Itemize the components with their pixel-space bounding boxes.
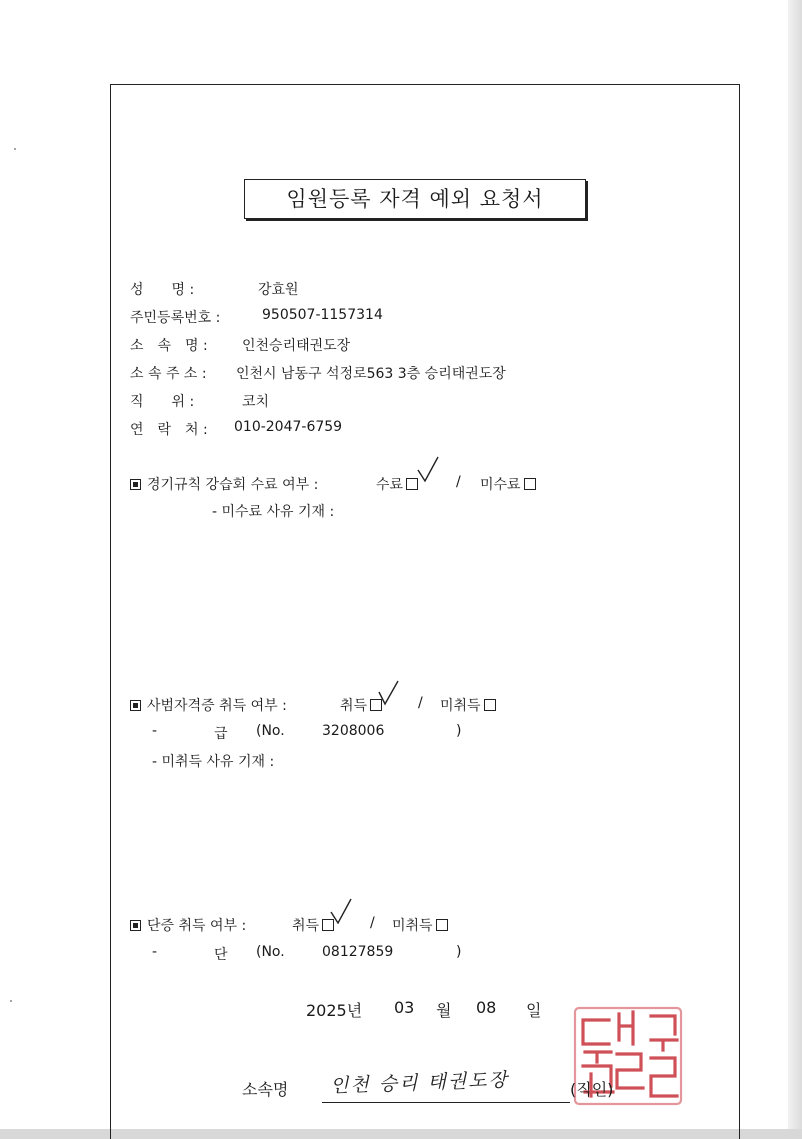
document-frame bbox=[110, 84, 740, 1139]
address-label: 소 속 주 소 : bbox=[130, 366, 207, 382]
seal-label: (직인) bbox=[570, 1080, 614, 1099]
section2-question: 사범자격증 취득 여부 : bbox=[147, 698, 287, 714]
position-value: 코치 bbox=[242, 394, 270, 410]
contact-value: 010-2047-6759 bbox=[234, 419, 343, 435]
name-value: 강효원 bbox=[258, 282, 299, 298]
section3-row bbox=[130, 915, 246, 935]
section3-option-yes[interactable] bbox=[292, 915, 334, 935]
option-no-label: 미취득 bbox=[440, 698, 481, 714]
signature-line bbox=[322, 1068, 570, 1103]
date-day: 08 bbox=[476, 998, 497, 1017]
section1-option-yes[interactable] bbox=[376, 474, 418, 494]
section-marker-icon bbox=[130, 479, 141, 490]
section1-question: 경기규칙 강습회 수료 여부 : bbox=[147, 477, 319, 493]
address-value: 인천시 남동구 석정로563 3층 승리태권도장 bbox=[236, 366, 506, 382]
section3-option-no[interactable] bbox=[392, 915, 448, 935]
section3-grade-label: 단 bbox=[214, 947, 228, 963]
affiliation-label: 소 속 명 : bbox=[130, 338, 208, 354]
section2-number-value: 3208006 bbox=[322, 723, 385, 739]
section1-option-no[interactable] bbox=[480, 474, 536, 494]
section2-reason-label: - 미취득 사유 기재 : bbox=[152, 754, 275, 770]
section2-separator: / bbox=[418, 695, 423, 711]
section3-dash: - bbox=[152, 944, 158, 960]
section2-option-yes[interactable] bbox=[340, 695, 382, 715]
section-marker-icon bbox=[130, 920, 141, 931]
option-yes-label: 취득 bbox=[292, 918, 320, 934]
section2-number-suffix: ) bbox=[456, 723, 462, 739]
date-day-unit: 일 bbox=[526, 1001, 542, 1020]
section2-option-no[interactable] bbox=[440, 695, 496, 715]
option-no-label: 미취득 bbox=[392, 918, 433, 934]
checkbox-unchecked[interactable] bbox=[524, 478, 536, 490]
scan-speck bbox=[10, 1000, 12, 1002]
rrn-value: 950507-1157314 bbox=[262, 307, 383, 323]
section3-number-suffix: ) bbox=[456, 944, 462, 960]
name-label: 성 명 : bbox=[130, 282, 195, 298]
checkbox-unchecked[interactable] bbox=[436, 919, 448, 931]
checkbox-unchecked[interactable] bbox=[484, 699, 496, 711]
handwritten-signature: 인천 승리 태권도장 bbox=[329, 1068, 510, 1098]
date-month: 03 bbox=[394, 998, 415, 1017]
option-yes-label: 취득 bbox=[340, 698, 368, 714]
section1-reason-label: - 미수료 사유 기재 : bbox=[212, 504, 335, 520]
scan-speck bbox=[14, 148, 16, 150]
section2-grade-label: 급 bbox=[214, 726, 228, 742]
checkmark-icon bbox=[329, 898, 353, 924]
org-label: 소속명 bbox=[242, 1080, 289, 1099]
section1-row bbox=[130, 474, 318, 494]
section3-number-prefix: (No. bbox=[256, 944, 285, 960]
option-yes-label: 수료 bbox=[376, 477, 404, 493]
scan-edge bbox=[788, 0, 802, 1139]
section3-separator: / bbox=[370, 915, 375, 931]
checkmark-icon bbox=[377, 680, 401, 706]
section2-row bbox=[130, 695, 287, 715]
document-title: 임원등록 자격 예외 요청서 bbox=[244, 179, 586, 219]
section3-number-value: 08127859 bbox=[322, 944, 394, 960]
section-marker-icon bbox=[130, 700, 141, 711]
affiliation-value: 인천승리태권도장 bbox=[242, 338, 351, 354]
section1-separator: / bbox=[456, 474, 461, 490]
rrn-label: 주민등록번호 : bbox=[130, 310, 221, 326]
contact-label: 연 락 처 : bbox=[130, 422, 208, 438]
position-label: 직 위 : bbox=[130, 394, 195, 410]
checkmark-icon bbox=[416, 456, 440, 482]
date-month-unit: 월 bbox=[436, 1001, 452, 1020]
section2-dash: - bbox=[152, 723, 158, 739]
section3-question: 단증 취득 여부 : bbox=[147, 918, 247, 934]
date-year: 2025년 bbox=[306, 1001, 363, 1020]
section2-number-prefix: (No. bbox=[256, 723, 285, 739]
option-no-label: 미수료 bbox=[480, 477, 521, 493]
